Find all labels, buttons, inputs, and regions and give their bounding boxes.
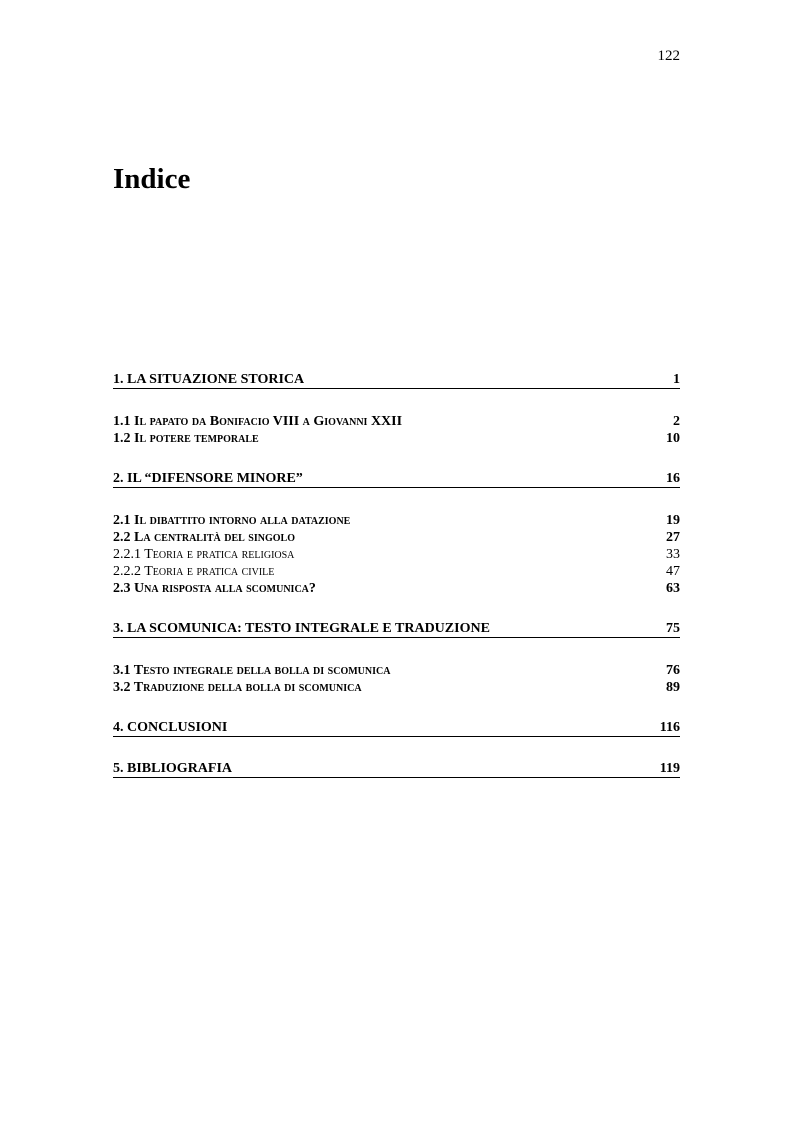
- toc-entry-page: 76: [666, 663, 680, 678]
- toc-subsection-2-2-1[interactable]: [113, 546, 680, 563]
- toc-entry-label: 1. LA SITUAZIONE STORICA: [113, 372, 305, 387]
- toc-entry-page: 10: [666, 431, 680, 446]
- toc-entry-page: 16: [666, 471, 680, 486]
- toc-section-1-2[interactable]: [113, 430, 680, 447]
- toc-section-1-1[interactable]: [113, 413, 680, 430]
- toc-entry-label: 2. IL “DIFENSORE MINORE”: [113, 471, 303, 486]
- table-of-contents: [113, 372, 680, 778]
- toc-chapter-2[interactable]: [113, 471, 680, 488]
- toc-entry-page: 1: [673, 372, 680, 387]
- toc-entry-label: 1.2 Il potere temporale: [113, 431, 259, 446]
- toc-chapter-4[interactable]: [113, 720, 680, 737]
- toc-entry-page: 2: [673, 414, 680, 429]
- toc-section-3-2[interactable]: [113, 679, 680, 696]
- toc-entry-label: 2.1 Il dibattito intorno alla datazione: [113, 513, 351, 528]
- toc-entry-page: 63: [666, 581, 680, 596]
- toc-section-2-3[interactable]: [113, 580, 680, 597]
- toc-entry-label: 2.2.1 Teoria e pratica religiosa: [113, 547, 295, 562]
- toc-entry-label: 3.1 Testo integrale della bolla di scomunica: [113, 663, 391, 678]
- toc-section-3-1[interactable]: [113, 662, 680, 679]
- toc-entry-page: 33: [666, 547, 680, 562]
- toc-entry-label: 2.3 Una risposta alla scomunica?: [113, 581, 316, 596]
- toc-chapter-1[interactable]: [113, 372, 680, 389]
- toc-entry-page: 75: [666, 621, 680, 636]
- page-title: Indice: [113, 163, 191, 195]
- toc-entry-label: 2.2 La centralità del singolo: [113, 530, 295, 545]
- toc-entry-page: 119: [659, 761, 680, 776]
- toc-chapter-3[interactable]: [113, 621, 680, 638]
- toc-entry-page: 19: [666, 513, 680, 528]
- toc-chapter-5[interactable]: [113, 761, 680, 778]
- toc-entry-page: 47: [666, 564, 680, 579]
- toc-section-2-2[interactable]: [113, 529, 680, 546]
- toc-entry-label: 2.2.2 Teoria e pratica civile: [113, 564, 275, 579]
- toc-entry-label: 4. CONCLUSIONI: [113, 720, 228, 735]
- toc-entry-page: 89: [666, 680, 680, 695]
- toc-subsection-2-2-2[interactable]: [113, 563, 680, 580]
- toc-entry-label: 5. BIBLIOGRAFIA: [113, 761, 233, 776]
- toc-entry-label: 3. LA SCOMUNICA: TESTO INTEGRALE E TRADUZIONE: [113, 621, 490, 636]
- toc-entry-page: 27: [666, 530, 680, 545]
- toc-entry-label: 1.1 Il papato da Bonifacio VIII a Giovanni XXII: [113, 414, 403, 429]
- toc-entry-label: 3.2 Traduzione della bolla di scomunica: [113, 680, 362, 695]
- toc-entry-page: 116: [659, 720, 680, 735]
- toc-section-2-1[interactable]: [113, 512, 680, 529]
- page-number: 122: [657, 48, 680, 64]
